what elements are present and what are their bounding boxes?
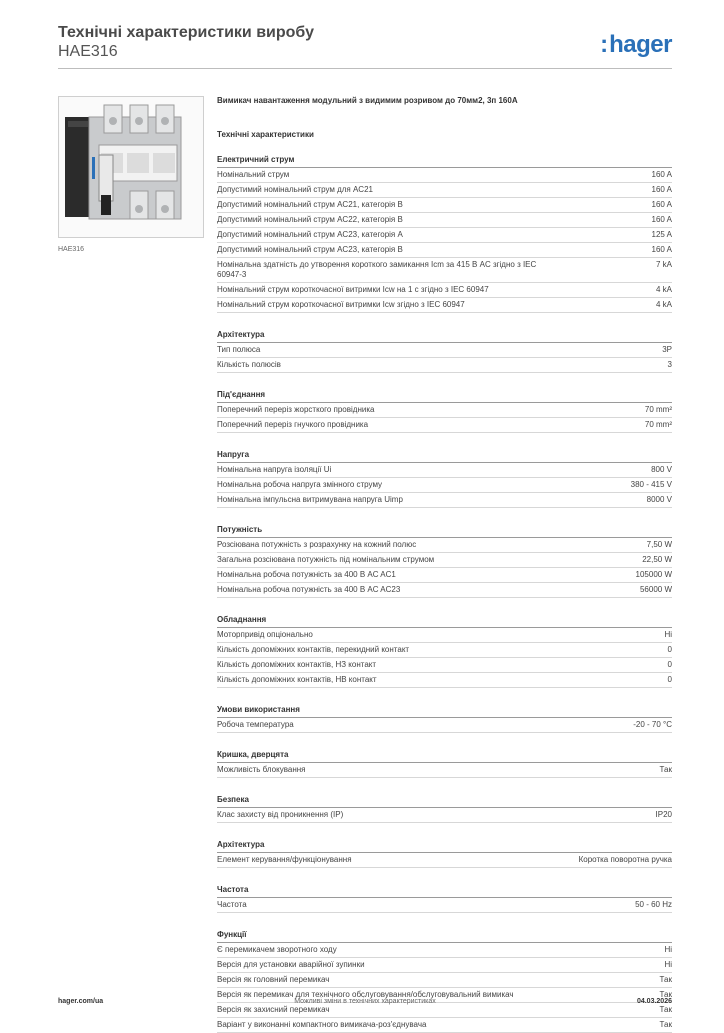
- spec-label: Варіант у виконанні компактного вимикача-роз'єднувача: [217, 1020, 427, 1029]
- spec-label: Можливість блокування: [217, 765, 306, 774]
- spec-row: [217, 463, 672, 478]
- spec-row: [217, 808, 672, 823]
- spec-label: Є перемикачем зворотного ходу: [217, 945, 337, 954]
- section-heading: Архітектура: [217, 840, 672, 853]
- spec-row: [217, 183, 672, 198]
- spec-row: [217, 298, 672, 313]
- spec-value: 0: [667, 660, 672, 669]
- spec-row: [217, 583, 672, 598]
- spec-row: [217, 213, 672, 228]
- spec-value: -20 - 70 °C: [633, 720, 672, 729]
- spec-value: 4 kA: [655, 285, 672, 294]
- spec-value: 3: [667, 360, 672, 369]
- spec-label: Версія як головний перемикач: [217, 975, 330, 984]
- spec-section: [217, 615, 672, 688]
- spec-value: 3P: [662, 345, 672, 354]
- spec-row: [217, 493, 672, 508]
- spec-sections: [217, 155, 672, 1033]
- spec-row: [217, 973, 672, 988]
- spec-value: 50 - 60 Hz: [635, 900, 672, 909]
- spec-label: Номінальна робоча потужність за 400 В AC AC1: [217, 570, 396, 579]
- spec-row: [217, 358, 672, 373]
- spec-row: [217, 283, 672, 298]
- spec-value: Так: [659, 765, 672, 774]
- spec-row: [217, 553, 672, 568]
- spec-label: Кількість допоміжних контактів, НЗ контакт: [217, 660, 377, 669]
- spec-row: [217, 853, 672, 868]
- spec-row: [217, 478, 672, 493]
- spec-row: [217, 228, 672, 243]
- spec-section: [217, 705, 672, 733]
- spec-label: Допустимий номінальний струм для AC21: [217, 185, 373, 194]
- spec-label: Клас захисту від проникнення (IP): [217, 810, 344, 819]
- section-heading: Напруга: [217, 450, 672, 463]
- spec-label: Версія як захисний перемикач: [217, 1005, 330, 1014]
- spec-row: [217, 958, 672, 973]
- product-model: HAE316: [58, 43, 118, 60]
- spec-label: Частота: [217, 900, 247, 909]
- spec-row: [217, 403, 672, 418]
- spec-row: [217, 658, 672, 673]
- spec-value: 160 A: [651, 200, 672, 209]
- spec-section: [217, 885, 672, 913]
- spec-value: 22,50 W: [642, 555, 672, 564]
- spec-value: 105000 W: [635, 570, 672, 579]
- spec-value: 0: [667, 675, 672, 684]
- spec-label: Поперечний переріз гнучкого провідника: [217, 420, 369, 429]
- section-heading: Під'єднання: [217, 390, 672, 403]
- spec-value: 160 A: [651, 215, 672, 224]
- spec-value: 7,50 W: [646, 540, 672, 549]
- spec-value: 0: [667, 645, 672, 654]
- spec-label: Загальна розсіювана потужність під номінальним струмом: [217, 555, 435, 564]
- spec-value: 160 A: [651, 170, 672, 179]
- section-heading: Кришка, дверцята: [217, 750, 672, 763]
- header-divider: [58, 68, 672, 69]
- spec-label: Допустимий номінальний струм AC23, категорія A: [217, 230, 403, 239]
- section-heading: Електричний струм: [217, 155, 672, 168]
- section-heading: Безпека: [217, 795, 672, 808]
- spec-value: Коротка поворотна ручка: [578, 855, 672, 864]
- spec-section: [217, 390, 672, 433]
- page-title: Технічні характеристики виробу: [58, 24, 314, 41]
- footer-note: Можливі зміни в технічних характеристиках: [294, 998, 436, 1005]
- spec-row: [217, 418, 672, 433]
- spec-value: 4 kA: [655, 300, 672, 309]
- section-heading: Частота: [217, 885, 672, 898]
- spec-row: [217, 1018, 672, 1033]
- spec-value: Так: [659, 990, 672, 999]
- product-image: [58, 96, 204, 238]
- spec-label: Моторпривід опціонально: [217, 630, 313, 639]
- spec-label: Розсіювана потужність з розрахунку на кожний полюс: [217, 540, 417, 549]
- spec-row: [217, 643, 672, 658]
- footer-date: 04.03.2026: [636, 998, 672, 1005]
- spec-value: 160 A: [651, 185, 672, 194]
- spec-label: Кількість допоміжних контактів, перекидний контакт: [217, 645, 410, 654]
- spec-row: [217, 243, 672, 258]
- section-heading: Умови використання: [217, 705, 672, 718]
- spec-label: Номінальна робоча потужність за 400 В AC AC23: [217, 585, 401, 594]
- spec-label: Номінальний струм: [217, 170, 290, 179]
- section-heading: Функції: [217, 930, 672, 943]
- spec-label: Поперечний переріз жорсткого провідника: [217, 405, 375, 414]
- spec-value: IP20: [655, 810, 672, 819]
- spec-section: [217, 930, 672, 1033]
- spec-value: 380 - 415 V: [630, 480, 672, 489]
- spec-row: [217, 943, 672, 958]
- image-caption: HAE316: [58, 246, 85, 253]
- spec-row: [217, 763, 672, 778]
- spec-section: [217, 795, 672, 823]
- spec-row: [217, 343, 672, 358]
- spec-label: Номінальний струм короткочасної витримки Icw на 1 с згідно з IEC 60947: [217, 285, 489, 294]
- spec-label: Версія як перемикач для технічного обслуговування/обслуговувальний вимикач: [217, 990, 514, 999]
- spec-row: [217, 718, 672, 733]
- spec-row: [217, 898, 672, 913]
- spec-value: 70 mm²: [644, 405, 672, 414]
- spec-section: [217, 840, 672, 868]
- spec-label: Номінальна імпульсна витримувана напруга Uimp: [217, 495, 403, 504]
- spec-label: Кількість допоміжних контактів, НВ контакт: [217, 675, 377, 684]
- spec-row: [217, 538, 672, 553]
- spec-section: [217, 330, 672, 373]
- spec-heading: Технічні характеристики: [217, 130, 314, 139]
- product-description: Вимикач навантаження модульний з видимим розривом до 70мм2, 3п 160А: [217, 96, 518, 105]
- spec-value: 7 kA: [655, 260, 672, 269]
- spec-label: Кількість полюсів: [217, 360, 281, 369]
- spec-value: 8000 V: [646, 495, 672, 504]
- spec-row: [217, 198, 672, 213]
- spec-label: Номінальний струм короткочасної витримки Icw згідно з IEC 60947: [217, 300, 465, 309]
- spec-row: [217, 628, 672, 643]
- spec-section: [217, 155, 672, 313]
- spec-value: Ні: [664, 960, 672, 969]
- spec-label: Елемент керування/функціонування: [217, 855, 352, 864]
- spec-section: [217, 750, 672, 778]
- spec-label: Робоча температура: [217, 720, 294, 729]
- spec-row: [217, 673, 672, 688]
- spec-value: Так: [659, 1020, 672, 1029]
- spec-value: 125 A: [651, 230, 672, 239]
- spec-label: Номінальна робоча напруга змінного струму: [217, 480, 383, 489]
- spec-row: [217, 258, 672, 283]
- spec-row: [217, 1003, 672, 1018]
- hager-logo: :hager: [600, 31, 672, 58]
- footer-website[interactable]: hager.com/ua: [58, 998, 104, 1005]
- spec-value: 56000 W: [639, 585, 672, 594]
- spec-value: 70 mm²: [644, 420, 672, 429]
- spec-row: [217, 568, 672, 583]
- section-heading: Потужність: [217, 525, 672, 538]
- load-switch-illustration: [59, 97, 203, 237]
- spec-content: [217, 96, 672, 1033]
- spec-label: Допустимий номінальний струм AC23, категорія B: [217, 245, 403, 254]
- spec-value: Ні: [664, 945, 672, 954]
- spec-section: [217, 450, 672, 508]
- spec-label: Версія для установки аварійної зупинки: [217, 960, 365, 969]
- spec-value: Так: [659, 1005, 672, 1014]
- spec-label: Номінальна напруга ізоляції Ui: [217, 465, 332, 474]
- spec-value: Ні: [664, 630, 672, 639]
- spec-section: [217, 525, 672, 598]
- spec-value: 160 A: [651, 245, 672, 254]
- spec-value: 800 V: [651, 465, 672, 474]
- spec-row: [217, 168, 672, 183]
- page-header: [58, 24, 672, 61]
- spec-value: Так: [659, 975, 672, 984]
- spec-label: Допустимий номінальний струм AC22, категорія B: [217, 215, 403, 224]
- spec-label: Тип полюса: [217, 345, 261, 354]
- section-heading: Архітектура: [217, 330, 672, 343]
- spec-label: Номінальна здатність до утворення короткого замикання Icm за 415 В AC згідно з IEC 60947-3: [217, 260, 537, 279]
- section-heading: Обладнання: [217, 615, 672, 628]
- spec-label: Допустимий номінальний струм AC21, категорія B: [217, 200, 403, 209]
